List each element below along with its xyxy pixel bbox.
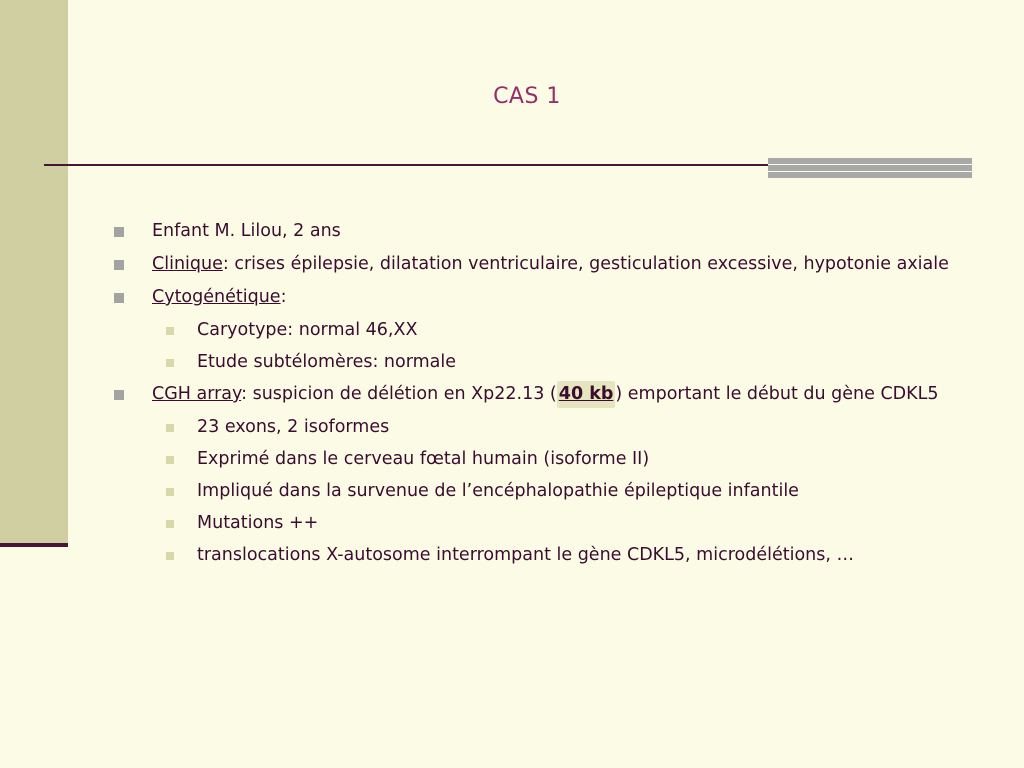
square-bullet-icon	[166, 359, 174, 367]
sub-bullet-exprime	[110, 446, 970, 473]
bullet-label: CGH array	[152, 384, 242, 404]
bullet-cgh-array	[110, 381, 970, 408]
sub-bullet-subtelomeres	[110, 349, 970, 376]
sub-bullet-text: 23 exons, 2 isoformes	[197, 417, 390, 437]
square-bullet-icon	[166, 424, 174, 432]
square-bullet-icon	[166, 327, 174, 335]
bullet-text: :	[280, 287, 287, 307]
square-bullet-icon	[114, 227, 124, 237]
bullet-text: ) emportant le début du gène CDKL5	[615, 384, 939, 404]
sub-bullet-text: Etude subtélomères: normale	[197, 352, 457, 372]
bullet-patient	[110, 218, 970, 245]
side-band-divider	[0, 543, 68, 547]
square-bullet-icon	[166, 488, 174, 496]
sub-bullet-text: translocations X-autosome interrompant le gène CDKL5, microdélétions, …	[197, 545, 854, 565]
sub-bullet-implique	[110, 478, 970, 505]
bullet-text: : suspicion de délétion en Xp22.13 (	[241, 384, 557, 404]
square-bullet-icon	[166, 552, 174, 560]
sub-bullet-text: Mutations ++	[197, 513, 319, 533]
square-bullet-icon	[166, 520, 174, 528]
title-rule	[44, 164, 768, 166]
sub-bullet-text: Exprimé dans le cerveau fœtal humain (isoforme II)	[197, 449, 650, 469]
square-bullet-icon	[114, 260, 124, 270]
sub-bullet-exons	[110, 414, 970, 441]
highlight-40kb: 40 kb	[557, 381, 616, 408]
bullet-label: Cytogénétique	[152, 287, 281, 307]
sub-bullet-text: Caryotype: normal 46,XX	[197, 320, 418, 340]
sub-bullet-translocations	[110, 542, 970, 569]
bullet-text: : crises épilepsie, dilatation ventriculaire, gesticulation excessive, hypotonie axiale	[222, 254, 949, 274]
bullet-text: Enfant M. Lilou, 2 ans	[152, 221, 341, 241]
bullet-label: Clinique	[152, 254, 223, 274]
square-bullet-icon	[166, 456, 174, 464]
square-bullet-icon	[114, 293, 124, 303]
bullet-clinique	[110, 251, 970, 278]
bullet-cytogenetique	[110, 284, 970, 311]
title-accent-bar	[768, 158, 972, 178]
sub-bullet-mutations	[110, 510, 970, 537]
slide-content	[110, 218, 970, 574]
sub-bullet-text: Impliqué dans la survenue de l’encéphalopathie épileptique infantile	[197, 481, 799, 501]
sub-bullet-caryotype	[110, 317, 970, 344]
slide-title: CAS 1	[493, 84, 561, 109]
side-band	[0, 0, 68, 543]
square-bullet-icon	[114, 390, 124, 400]
